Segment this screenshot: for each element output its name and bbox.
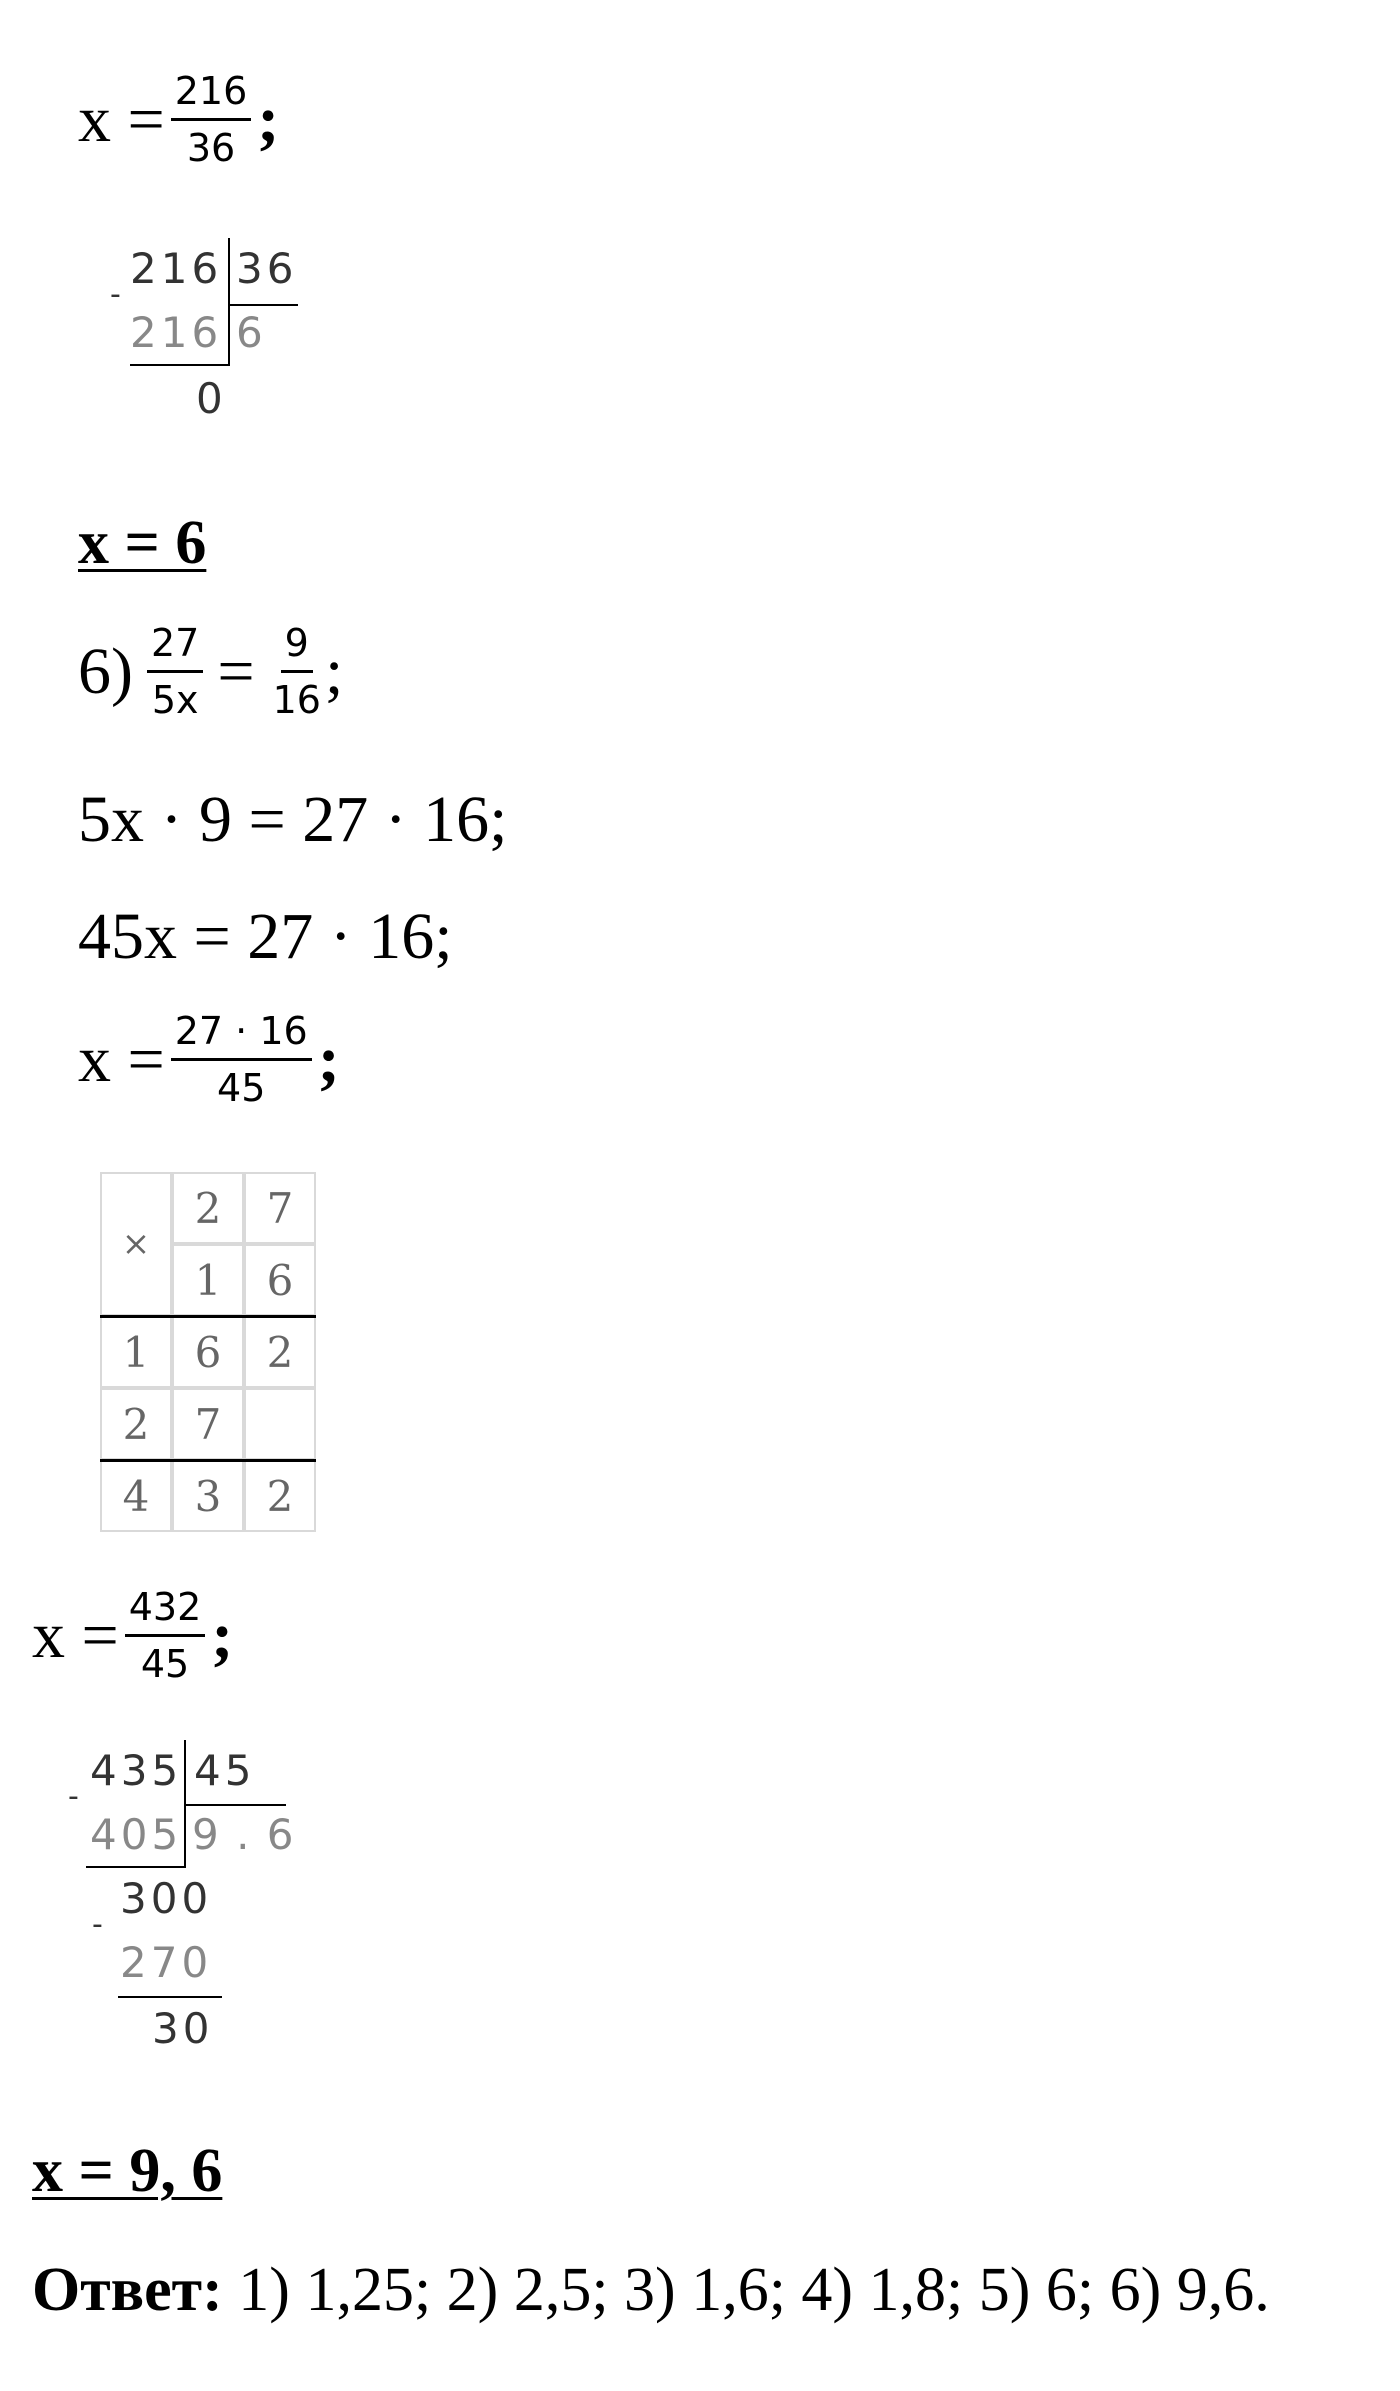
equation-6-proportion: [78, 622, 343, 722]
answer-line: [32, 2255, 1270, 2326]
answer-label: Ответ:: [32, 2256, 223, 2324]
semicolon: ;: [211, 1599, 234, 1673]
grid-cell: 6: [244, 1244, 316, 1316]
grid-cell: 6: [172, 1316, 244, 1388]
subtraction-line: [86, 1866, 186, 1868]
denominator: 45: [140, 1641, 190, 1686]
subtraction-line: [130, 364, 230, 366]
grid-cell: 2: [244, 1316, 316, 1388]
equation-5x-times-9: 5x · 9 = 27 · 16;: [78, 783, 508, 856]
grid-divider: [100, 1459, 316, 1462]
fraction: [171, 1010, 312, 1110]
division-bar-vertical: [228, 238, 230, 366]
quotient: 6: [236, 308, 267, 357]
equation-45x: 45x = 27 · 16;: [78, 900, 453, 973]
numerator: 216: [171, 70, 252, 121]
equation-lhs: x =: [32, 1599, 119, 1673]
item-number: 6): [78, 635, 133, 709]
dividend: 435: [90, 1746, 183, 1795]
fraction: [125, 1586, 206, 1686]
grid-cell: 4: [100, 1460, 172, 1532]
subtrahend-2: 270: [120, 1938, 213, 1987]
partial-dividend: 300: [120, 1874, 213, 1923]
grid-cell: 2: [244, 1460, 316, 1532]
fraction-right: [269, 622, 325, 722]
grid-cell: 2: [100, 1388, 172, 1460]
grid-cell: 7: [244, 1172, 316, 1244]
subtraction-line-2: [118, 1996, 222, 1998]
denominator: 45: [217, 1065, 266, 1110]
equation-lhs: x =: [78, 1023, 165, 1097]
semicolon: ;: [324, 635, 344, 709]
semicolon: ;: [317, 1023, 340, 1097]
answer-text: 1) 1,25; 2) 2,5; 3) 1,6; 4) 1,8; 5) 6; 6) 9,6.: [222, 2256, 1270, 2324]
quotient-underline: [228, 304, 298, 306]
equals-sign: =: [217, 635, 255, 709]
remainder: 0: [196, 374, 227, 423]
fraction: [171, 70, 252, 170]
denominator: 36: [186, 125, 236, 170]
grid-cell: 2: [172, 1172, 244, 1244]
equation-x-27x16-over-45: [78, 1010, 340, 1110]
grid-cell: 3: [172, 1460, 244, 1532]
grid-cell: 1: [172, 1244, 244, 1316]
minus-sign: -: [68, 1779, 83, 1814]
grid-cell: 1: [100, 1316, 172, 1388]
quotient: 9 . 6: [192, 1810, 296, 1859]
result-x-6: x = 6: [78, 509, 207, 577]
dividend: 216: [130, 244, 223, 293]
denominator: 5x: [151, 677, 199, 722]
numerator: 27: [147, 622, 203, 673]
divisor: 36: [236, 244, 298, 293]
numerator: 9: [281, 622, 313, 673]
subtrahend: 216: [130, 308, 223, 357]
result-x-9-6: x = 9, 6: [32, 2137, 223, 2205]
subtrahend: 405: [90, 1810, 183, 1859]
remainder: 30: [152, 2004, 214, 2053]
fraction-left: [147, 622, 203, 722]
equation-x-216-over-36: [78, 70, 279, 170]
numerator: 432: [125, 1586, 206, 1637]
grid-divider: [100, 1315, 316, 1318]
minus-sign: -: [110, 277, 125, 312]
minus-sign-2: -: [92, 1907, 107, 1942]
equation-x-432-over-45: [32, 1586, 233, 1686]
divisor: 45: [194, 1746, 256, 1795]
quotient-underline: [184, 1804, 286, 1806]
denominator: 16: [272, 677, 321, 722]
division-bar-vertical: [184, 1740, 186, 1866]
semicolon: ;: [257, 83, 280, 157]
grid-cell: [244, 1388, 316, 1460]
equation-lhs: x =: [78, 83, 165, 157]
numerator: 27 · 16: [171, 1010, 312, 1061]
grid-cell: 7: [172, 1388, 244, 1460]
multiplication-sign: ×: [100, 1172, 172, 1316]
